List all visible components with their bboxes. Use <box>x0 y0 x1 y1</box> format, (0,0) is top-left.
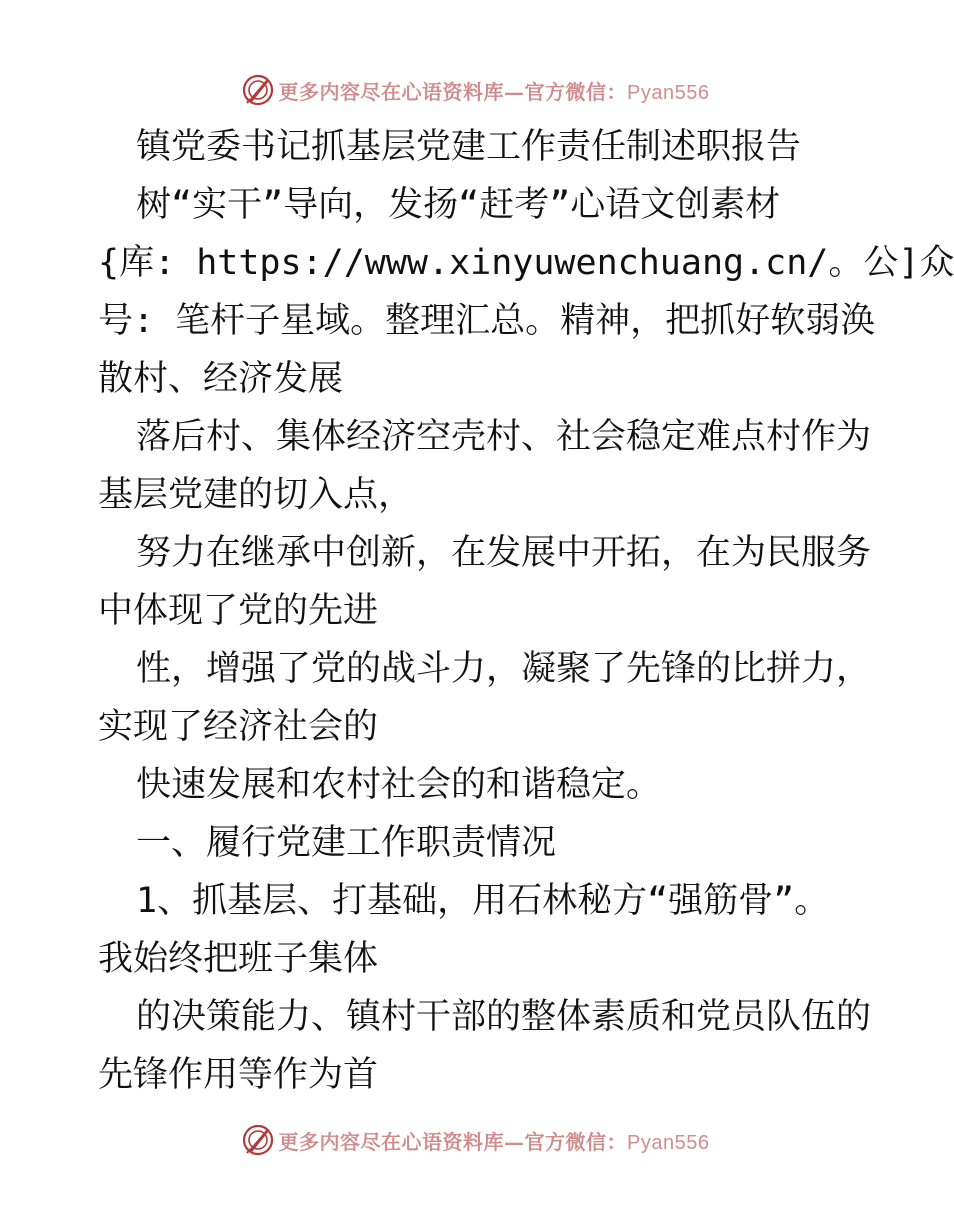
text-line: 树“实干”导向，发扬“赶考”心语文创素材 <box>136 185 781 225</box>
watermark-text: 更多内容尽在心语资料库—官方微信：Pyan556 <box>278 1129 710 1154</box>
text-line: 号: 笔杆子星域。整理汇总。精神，把抓好软弱涣 <box>98 301 876 341</box>
text-line: 一、履行党建工作职责情况 <box>136 823 557 863</box>
text-line: 中体现了党的先进 <box>98 591 379 631</box>
text-line: 我始终把班子集体 <box>98 939 379 979</box>
text-line: 落后村、集体经济空壳村、社会稳定难点村作为 <box>136 417 872 457</box>
document-body <box>98 118 954 1104</box>
quill-logo-icon <box>241 73 275 107</box>
text-line: 的决策能力、镇村干部的整体素质和党员队伍的 <box>136 997 872 1037</box>
text-line: 先锋作用等作为首 <box>98 1055 379 1095</box>
text-line: 实现了经济社会的 <box>98 707 379 747</box>
header-watermark <box>0 70 950 110</box>
text-line: 基层党建的切入点， <box>98 475 414 515</box>
text-line: 快速发展和农村社会的和谐稳定。 <box>136 765 662 805</box>
quill-logo-icon <box>241 1123 275 1157</box>
text-line: {库: https://www.xinyuwenchuang.cn/。公]众 <box>98 243 954 283</box>
text-line: 镇党委书记抓基层党建工作责任制述职报告 <box>136 127 802 167</box>
text-line: 散村、经济发展 <box>98 359 344 399</box>
text-line: 努力在继承中创新，在发展中开拓，在为民服务 <box>136 533 872 573</box>
footer-watermark <box>0 1120 950 1160</box>
text-line: 1、抓基层、打基础，用石林秘方“强筋骨”。 <box>136 881 830 921</box>
watermark-text: 更多内容尽在心语资料库—官方微信：Pyan556 <box>278 79 710 104</box>
text-line: 性，增强了党的战斗力，凝聚了先锋的比拼力， <box>136 649 872 689</box>
